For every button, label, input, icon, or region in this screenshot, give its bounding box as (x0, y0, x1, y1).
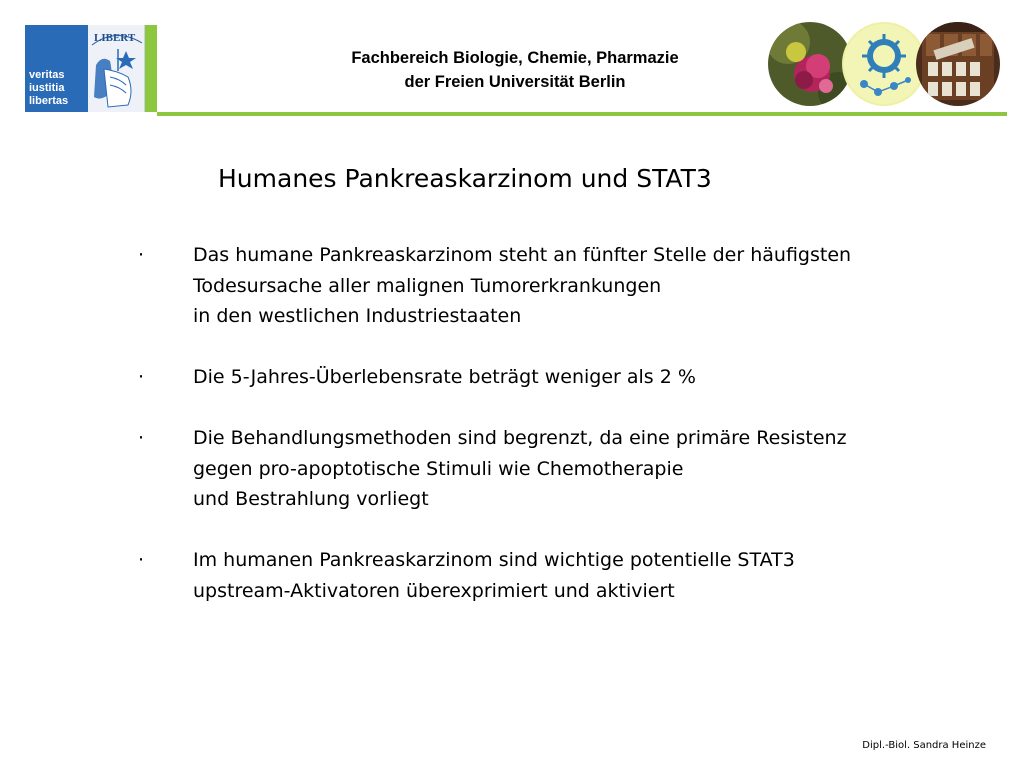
logo-blue-panel (25, 25, 88, 112)
pharmacy-photo (916, 22, 1000, 106)
logo-motto (29, 69, 68, 108)
footer-author: Dipl.-Biol. Sandra Heinze (862, 740, 986, 751)
slide-title: Humanes Pankreaskarzinom und STAT3 (218, 164, 712, 193)
bullet-line: in den westlichen Industriestaaten (193, 305, 522, 327)
bullet-line: Die Behandlungsmethoden sind begrenzt, da eine primäre Resistenz (193, 427, 847, 449)
flower-icon (768, 22, 852, 106)
bullet-dot-icon: · (138, 366, 145, 388)
bullet-line: und Bestrahlung vorliegt (193, 488, 429, 510)
pharmacy-shelf-icon (916, 22, 1000, 106)
bullet-list (138, 240, 998, 606)
bullet-dot-icon: · (138, 549, 145, 571)
bullet-dot-icon: · (138, 244, 145, 266)
bullet-dot-icon: · (138, 427, 145, 449)
department-title-line: der Freien Universität Berlin (404, 73, 626, 91)
motto-word: libertas (29, 95, 69, 107)
seal-emblem-icon (88, 25, 145, 112)
bullet-item (138, 423, 998, 515)
department-title (250, 46, 780, 94)
header-divider (157, 112, 1007, 116)
header-photo-group (768, 20, 1008, 110)
bullet-line: upstream-Aktivatoren überexprimiert und aktiviert (193, 579, 675, 602)
motto-word: veritas (29, 69, 65, 81)
seal-text: LIBERT (93, 32, 135, 44)
bullet-item (138, 240, 998, 332)
bullet-item (138, 362, 998, 393)
bullet-item (138, 545, 998, 606)
molecule-icon (842, 22, 926, 106)
university-logo (25, 25, 157, 112)
logo-green-bar (145, 25, 157, 112)
department-title-line: Fachbereich Biologie, Chemie, Pharmazie (351, 49, 679, 67)
bullet-line: Das humane Pankreaskarzinom steht an fünfter Stelle der häufigsten (193, 244, 852, 266)
molecule-photo (842, 22, 926, 106)
logo-seal (88, 25, 146, 112)
bullet-line: Die 5-Jahres-Überlebensrate beträgt weniger als 2 % (193, 366, 696, 388)
motto-word: iustitia (29, 82, 65, 94)
flower-photo (768, 22, 852, 106)
bullet-line: Todesursache aller malignen Tumorerkrankungen (193, 274, 662, 297)
bullet-line: Im humanen Pankreaskarzinom sind wichtige potentielle STAT3 (193, 549, 795, 571)
bullet-line: gegen pro-apoptotische Stimuli wie Chemotherapie (193, 457, 684, 480)
